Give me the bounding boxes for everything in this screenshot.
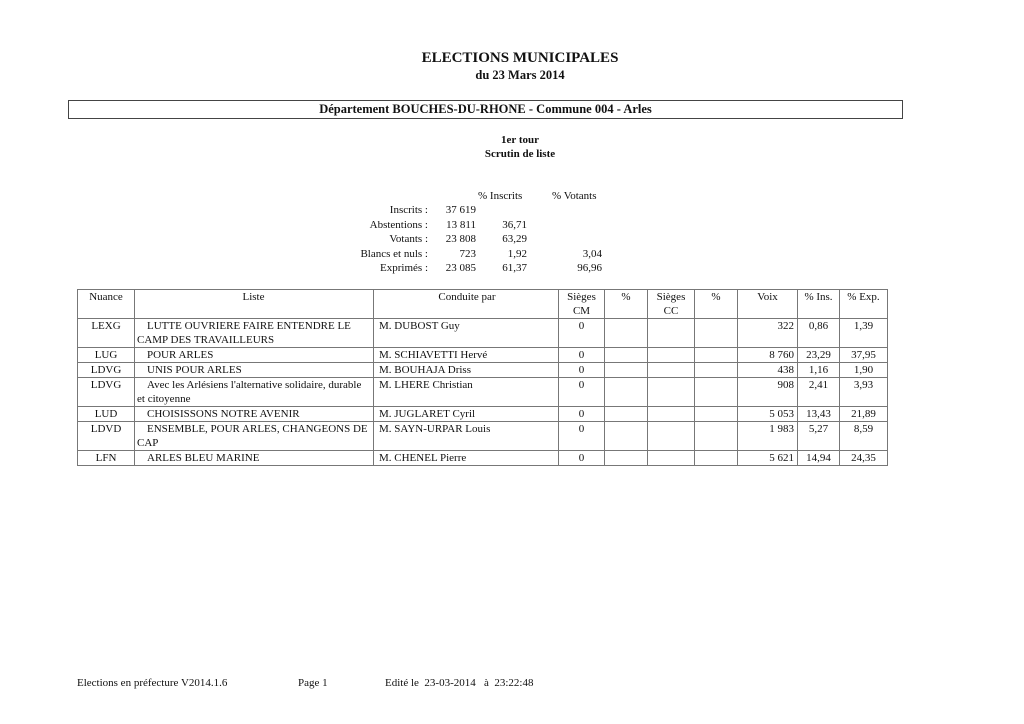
cell-nuance: LUD — [78, 407, 135, 422]
summary-label: Votants : — [389, 233, 428, 245]
cell-pct-cm — [605, 451, 648, 466]
cell-sieges-cm: 0 — [559, 348, 605, 363]
summary-col-votants: % Votants — [552, 190, 597, 202]
cell-pct-exp: 8,59 — [840, 422, 888, 451]
document-title: ELECTIONS MUNICIPALES — [421, 50, 619, 66]
summary-value: 13 811 — [446, 218, 476, 231]
cell-nuance: LUG — [78, 348, 135, 363]
header-liste: Liste — [135, 290, 374, 319]
cell-pct-exp: 1,39 — [840, 319, 888, 348]
table-header-row — [78, 290, 888, 319]
cell-liste: POUR ARLES — [135, 348, 374, 363]
header-sieges-cc: Sièges CC — [648, 290, 695, 319]
table-row — [78, 407, 888, 422]
cell-sieges-cc — [648, 451, 695, 466]
footer-page: Page 1 — [298, 677, 328, 689]
summary-pct-inscrits: 1,92 — [507, 247, 527, 260]
cell-pct-cc — [695, 422, 738, 451]
cell-pct-cc — [695, 363, 738, 378]
cell-nuance: LEXG — [78, 319, 135, 348]
table-row — [78, 348, 888, 363]
summary-label: Exprimés : — [380, 262, 428, 274]
cell-pct-cc — [695, 407, 738, 422]
cell-sieges-cc — [648, 407, 695, 422]
header-sieges-cm: Sièges CM — [559, 290, 605, 319]
summary-pct-inscrits: 63,29 — [502, 233, 527, 245]
cell-pct-exp: 21,89 — [840, 407, 888, 422]
cell-sieges-cc — [648, 319, 695, 348]
header-nuance: Nuance — [78, 290, 135, 319]
cell-pct-cm — [605, 363, 648, 378]
cell-sieges-cm: 0 — [559, 319, 605, 348]
cell-pct-cm — [605, 378, 648, 407]
cell-pct-exp: 1,90 — [840, 363, 888, 378]
cell-sieges-cm: 0 — [559, 451, 605, 466]
summary-value: 23 808 — [445, 233, 476, 245]
summary-col-inscrits: % Inscrits — [478, 190, 523, 202]
header-pct-cc: % — [695, 290, 738, 319]
results-table — [77, 289, 888, 466]
summary-pct-inscrits: 61,37 — [502, 262, 527, 274]
footer-edited: Edité le 23-03-2014 à 23:22:48 — [385, 677, 534, 689]
cell-voix: 908 — [738, 378, 798, 407]
cell-conduite: M. LHERE Christian — [374, 378, 559, 407]
cell-sieges-cm: 0 — [559, 378, 605, 407]
cell-pct-exp: 24,35 — [840, 451, 888, 466]
cell-sieges-cc — [648, 378, 695, 407]
cell-voix: 1 983 — [738, 422, 798, 451]
table-row — [78, 422, 888, 451]
header-voix: Voix — [738, 290, 798, 319]
cell-nuance: LFN — [78, 451, 135, 466]
summary-value: 723 — [459, 247, 476, 260]
cell-nuance: LDVD — [78, 422, 135, 451]
cell-pct-cc — [695, 348, 738, 363]
header-pct-cm: % — [605, 290, 648, 319]
summary-pct-inscrits: 36,71 — [502, 218, 527, 231]
cell-conduite: M. JUGLARET Cyril — [374, 407, 559, 422]
cell-pct-ins: 5,27 — [798, 422, 840, 451]
cell-pct-cc — [695, 378, 738, 407]
cell-conduite: M. DUBOST Guy — [374, 319, 559, 348]
cell-pct-ins: 1,16 — [798, 363, 840, 378]
round-label: 1er tour — [501, 134, 539, 146]
table-row — [78, 378, 888, 407]
cell-sieges-cm: 0 — [559, 363, 605, 378]
cell-voix: 5 621 — [738, 451, 798, 466]
summary-label: Abstentions : — [369, 218, 428, 231]
table-row — [78, 319, 888, 348]
summary-value: 37 619 — [445, 204, 476, 216]
cell-sieges-cc — [648, 363, 695, 378]
cell-conduite: M. BOUHAJA Driss — [374, 363, 559, 378]
header-pct-ins: % Ins. — [798, 290, 840, 319]
cell-pct-ins: 0,86 — [798, 319, 840, 348]
summary-pct-votants: 96,96 — [577, 262, 602, 274]
header-conduite: Conduite par — [374, 290, 559, 319]
table-row — [78, 363, 888, 378]
header-pct-exp: % Exp. — [840, 290, 888, 319]
cell-sieges-cc — [648, 422, 695, 451]
cell-pct-cm — [605, 407, 648, 422]
cell-pct-cc — [695, 319, 738, 348]
cell-pct-exp: 3,93 — [840, 378, 888, 407]
summary-value: 23 085 — [445, 262, 476, 274]
cell-sieges-cc — [648, 348, 695, 363]
summary-label: Blancs et nuls : — [360, 247, 428, 260]
cell-pct-ins: 13,43 — [798, 407, 840, 422]
cell-pct-cm — [605, 422, 648, 451]
cell-liste: CHOISISSONS NOTRE AVENIR — [135, 407, 374, 422]
cell-pct-exp: 37,95 — [840, 348, 888, 363]
cell-nuance: LDVG — [78, 378, 135, 407]
cell-voix: 5 053 — [738, 407, 798, 422]
cell-pct-ins: 23,29 — [798, 348, 840, 363]
cell-pct-cc — [695, 451, 738, 466]
summary-pct-votants: 3,04 — [582, 247, 602, 260]
ballot-type: Scrutin de liste — [484, 148, 556, 160]
summary-label: Inscrits : — [389, 204, 428, 216]
cell-liste: Avec les Arlésiens l'alternative solidaire, durable et citoyenne — [135, 378, 374, 407]
cell-voix: 438 — [738, 363, 798, 378]
cell-pct-cm — [605, 348, 648, 363]
election-date: du 23 Mars 2014 — [475, 68, 565, 82]
cell-liste: UNIS POUR ARLES — [135, 363, 374, 378]
cell-pct-ins: 2,41 — [798, 378, 840, 407]
cell-conduite: M. SCHIAVETTI Hervé — [374, 348, 559, 363]
cell-liste: ARLES BLEU MARINE — [135, 451, 374, 466]
cell-sieges-cm: 0 — [559, 422, 605, 451]
footer-software: Elections en préfecture V2014.1.6 — [77, 677, 228, 689]
cell-conduite: M. SAYN-URPAR Louis — [374, 422, 559, 451]
department-banner: Département BOUCHES-DU-RHONE - Commune 004 - Arles — [68, 100, 903, 119]
cell-liste: LUTTE OUVRIERE FAIRE ENTENDRE LE CAMP DES TRAVAILLEURS — [135, 319, 374, 348]
cell-nuance: LDVG — [78, 363, 135, 378]
cell-pct-ins: 14,94 — [798, 451, 840, 466]
cell-voix: 8 760 — [738, 348, 798, 363]
cell-sieges-cm: 0 — [559, 407, 605, 422]
cell-liste: ENSEMBLE, POUR ARLES, CHANGEONS DE CAP — [135, 422, 374, 451]
table-row — [78, 451, 888, 466]
cell-pct-cm — [605, 319, 648, 348]
cell-voix: 322 — [738, 319, 798, 348]
cell-conduite: M. CHENEL Pierre — [374, 451, 559, 466]
